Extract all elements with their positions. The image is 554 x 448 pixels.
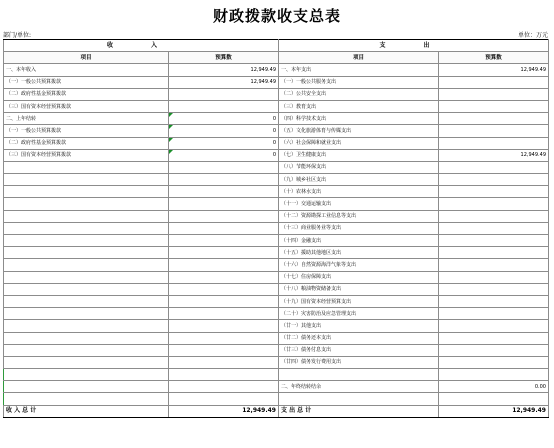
expense-amount-cell[interactable] [439,186,549,198]
income-total-label: 收 入 总 计 [4,405,169,417]
expense-item-cell[interactable]: （廿三）债务付息支出 [279,344,439,356]
income-amount-cell[interactable] [169,100,279,112]
expense-amount-cell[interactable] [439,271,549,283]
expense-item-cell[interactable]: （二十）灾害防治及应急管理支出 [279,308,439,320]
income-section-header: 收 入 [4,40,279,52]
income-item-cell[interactable] [4,235,169,247]
expense-item-cell[interactable]: （廿四）债务发行费用支出 [279,356,439,368]
expense-item-header: 项目 [279,52,439,64]
income-amount-cell[interactable]: 0 [169,113,279,125]
income-amount-cell[interactable]: 0 [169,149,279,161]
income-amount-cell[interactable] [169,332,279,344]
expense-item-cell[interactable]: 二、年终结转结余 [279,381,439,393]
expense-item-cell[interactable]: （八）节能环保支出 [279,161,439,173]
expense-amount-cell[interactable] [439,222,549,234]
expense-budget-header: 预算数 [439,52,549,64]
expense-amount-cell[interactable]: 0.00 [439,381,549,393]
income-item-cell[interactable] [4,356,169,368]
income-amount-cell[interactable] [169,295,279,307]
income-amount-cell[interactable]: 0 [169,125,279,137]
column-header-row [4,52,549,64]
income-amount-cell[interactable] [169,222,279,234]
table-row[interactable] [4,295,549,307]
table-row[interactable] [4,64,549,76]
income-item-cell[interactable] [4,271,169,283]
table-row[interactable] [4,381,549,393]
income-item-cell[interactable]: （一）一般公共预算拨款 [4,76,169,88]
expense-amount-cell[interactable] [439,247,549,259]
income-item-cell[interactable] [4,174,169,186]
expense-item-cell[interactable]: （五）文化旅游体育与传媒支出 [279,125,439,137]
expense-item-cell[interactable]: （三）教育支出 [279,100,439,112]
table-row[interactable] [4,235,549,247]
table-row[interactable] [4,259,549,271]
income-amount-cell[interactable] [169,210,279,222]
expense-item-cell[interactable]: （十六）自然资源海洋气象等支出 [279,259,439,271]
income-item-cell[interactable] [4,369,169,381]
income-amount-cell[interactable] [169,247,279,259]
income-amount-cell[interactable] [169,186,279,198]
table-row[interactable] [4,125,549,137]
income-amount-cell[interactable]: 12,949.49 [169,64,279,76]
expense-item-cell[interactable]: （十一）交通运输支出 [279,198,439,210]
table-row[interactable] [4,137,549,149]
expense-item-cell[interactable]: （廿一）其他支出 [279,320,439,332]
table-row[interactable] [4,186,549,198]
expense-total-label: 支 出 总 计 [279,405,439,417]
income-item-cell[interactable] [4,332,169,344]
table-row[interactable] [4,247,549,259]
income-item-cell[interactable]: （三）国有资本经营预算拨款 [4,149,169,161]
income-item-cell[interactable] [4,210,169,222]
income-item-cell[interactable] [4,247,169,259]
table-row[interactable] [4,332,549,344]
totals-row [4,405,549,417]
income-total-amount: 12,949.49 [169,405,279,417]
expense-amount-cell[interactable] [439,283,549,295]
expense-item-cell[interactable]: （廿二）债务还本支出 [279,332,439,344]
expense-section-header: 支 出 [279,40,549,52]
income-item-cell[interactable]: （二）政府性基金预算拨款 [4,137,169,149]
table-row[interactable] [4,161,549,173]
table-row[interactable] [4,369,549,381]
income-item-cell[interactable] [4,381,169,393]
income-item-cell[interactable] [4,320,169,332]
expense-amount-cell[interactable]: 12,949.49 [439,149,549,161]
expense-amount-cell[interactable] [439,320,549,332]
expense-item-cell[interactable]: （十九）国有资本经营预算支出 [279,295,439,307]
expense-item-cell[interactable]: （十三）商业服务业等支出 [279,222,439,234]
income-amount-cell[interactable]: 12,949.49 [169,76,279,88]
income-item-cell[interactable] [4,259,169,271]
income-item-cell[interactable] [4,295,169,307]
income-amount-cell[interactable] [169,235,279,247]
expense-amount-cell[interactable] [439,76,549,88]
income-item-cell[interactable]: 一、本年收入 [4,64,169,76]
expense-amount-cell[interactable] [439,356,549,368]
income-item-cell[interactable] [4,222,169,234]
expense-item-cell[interactable]: （十四）金融支出 [279,235,439,247]
section-header-row [4,40,549,52]
expense-item-cell[interactable]: （十八）粮油物资储备支出 [279,283,439,295]
income-item-cell[interactable]: （一）一般公共预算拨款 [4,125,169,137]
table-row[interactable] [4,210,549,222]
income-amount-cell[interactable]: 0 [169,137,279,149]
table-row[interactable] [4,271,549,283]
income-item-cell[interactable]: 二、上年结转 [4,113,169,125]
expense-amount-cell[interactable] [439,198,549,210]
department-label: 部门/单位: [3,32,32,39]
income-amount-cell[interactable] [169,369,279,381]
expense-item-cell[interactable] [279,393,439,405]
table-row[interactable] [4,100,549,112]
table-row[interactable] [4,283,549,295]
income-amount-cell[interactable] [169,344,279,356]
income-item-cell[interactable]: （二）政府性基金预算拨款 [4,88,169,100]
income-amount-cell[interactable] [169,320,279,332]
expense-amount-cell[interactable] [439,259,549,271]
expense-amount-cell[interactable] [439,344,549,356]
expense-amount-cell[interactable] [439,125,549,137]
income-amount-cell[interactable] [169,356,279,368]
expense-item-cell[interactable]: （四）科学技术支出 [279,113,439,125]
expense-amount-cell[interactable] [439,88,549,100]
income-item-cell[interactable]: （三）国有资本经营预算拨款 [4,100,169,112]
expense-amount-cell[interactable] [439,235,549,247]
expense-amount-cell[interactable]: 12,949.49 [439,64,549,76]
table-row[interactable] [4,113,549,125]
table-row[interactable] [4,344,549,356]
expense-item-cell[interactable]: （十）农林水支出 [279,186,439,198]
expense-amount-cell[interactable] [439,161,549,173]
expense-item-cell[interactable]: （十七）住房保障支出 [279,271,439,283]
income-amount-cell[interactable] [169,259,279,271]
income-item-header: 项目 [4,52,169,64]
table-row[interactable] [4,222,549,234]
expense-amount-cell[interactable] [439,332,549,344]
expense-amount-cell[interactable] [439,137,549,149]
expense-item-cell[interactable] [279,369,439,381]
table-row[interactable] [4,308,549,320]
expense-item-cell[interactable]: （二）公共安全支出 [279,88,439,100]
unit-label: 单位：万元 [517,32,548,39]
table-row[interactable] [4,320,549,332]
expense-amount-cell[interactable] [439,369,549,381]
income-amount-cell[interactable] [169,393,279,405]
expense-amount-cell[interactable] [439,210,549,222]
expense-amount-cell[interactable] [439,295,549,307]
table-row[interactable] [4,174,549,186]
expense-item-cell[interactable]: （六）社会保障和就业支出 [279,137,439,149]
income-amount-cell[interactable] [169,161,279,173]
income-amount-cell[interactable] [169,308,279,320]
expense-amount-cell[interactable] [439,113,549,125]
income-item-cell[interactable] [4,161,169,173]
income-amount-cell[interactable] [169,198,279,210]
expense-item-cell[interactable]: （十五）援助其他地区支出 [279,247,439,259]
income-item-cell[interactable] [4,198,169,210]
expense-item-cell[interactable]: 一、本年支出 [279,64,439,76]
income-item-cell[interactable] [4,393,169,405]
income-amount-cell[interactable] [169,174,279,186]
expense-amount-cell[interactable] [439,393,549,405]
page-title: 财政拨款收支总表 [212,7,341,25]
expense-item-cell[interactable]: （七）卫生健康支出 [279,149,439,161]
expense-item-cell[interactable]: （十二）资源勘探工业信息等支出 [279,210,439,222]
expense-amount-cell[interactable] [439,174,549,186]
income-item-cell[interactable] [4,186,169,198]
table-row[interactable] [4,149,549,161]
income-item-cell[interactable] [4,344,169,356]
income-budget-header: 预算数 [169,52,279,64]
expense-item-cell[interactable]: （一）一般公共服务支出 [279,76,439,88]
income-amount-cell[interactable] [169,381,279,393]
expense-amount-cell[interactable] [439,100,549,112]
table-row[interactable] [4,76,549,88]
table-row[interactable] [4,198,549,210]
income-item-cell[interactable] [4,283,169,295]
income-item-cell[interactable] [4,308,169,320]
table-row[interactable] [4,88,549,100]
table-row[interactable] [4,393,549,405]
budget-table [3,39,549,418]
income-amount-cell[interactable] [169,283,279,295]
expense-amount-cell[interactable] [439,308,549,320]
expense-item-cell[interactable]: （九）城乡社区支出 [279,174,439,186]
expense-total-amount: 12,949.49 [439,405,549,417]
table-row[interactable] [4,356,549,368]
income-amount-cell[interactable] [169,271,279,283]
income-amount-cell[interactable] [169,88,279,100]
